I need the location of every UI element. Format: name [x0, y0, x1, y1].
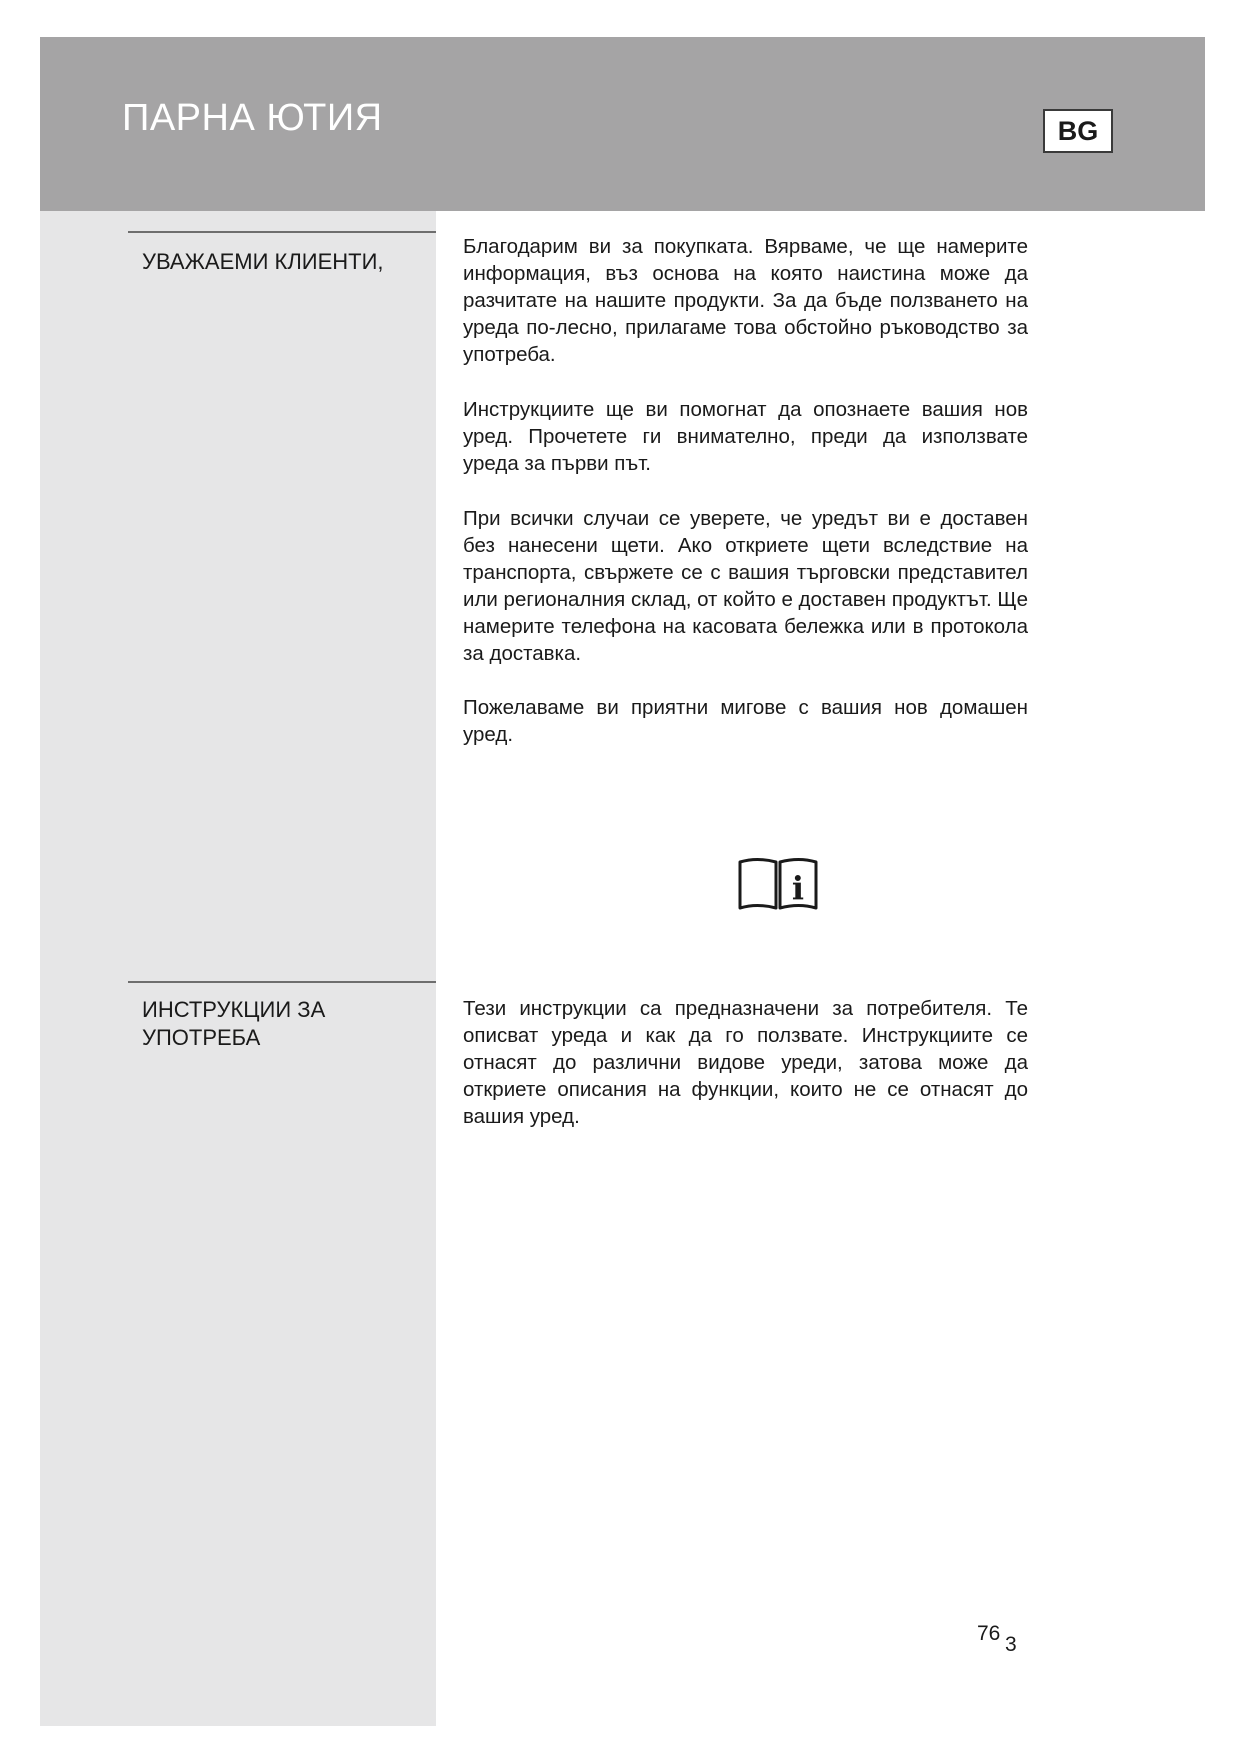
section-divider-instructions	[128, 981, 436, 983]
section-heading-instructions	[142, 996, 422, 1052]
language-badge: BG	[1043, 109, 1113, 153]
section-heading-dear-customers: УВАЖАЕМИ КЛИЕНТИ,	[142, 249, 384, 274]
info-letter: i	[791, 869, 805, 907]
left-sidebar	[40, 211, 436, 1726]
paragraph-thanks: Благодарим ви за покупката. Вярваме, че ще намерите информация, въз основа на която наистина може да разчитате на нашите продукти. За да бъде ползването на уреда по-лесно, прилагаме това обстойно ръководство за употреба.	[463, 235, 1028, 366]
section-heading-instructions-line1: ИНСТРУКЦИИ ЗА	[142, 997, 326, 1022]
paragraph-instructions-help: Инструкциите ще ви помогнат да опознаете вашия нов уред. Прочетете ги внимателно, преди да използвате уреда за първи път.	[463, 398, 1028, 475]
section-divider-dear-customers	[128, 231, 436, 233]
paragraph-wishes: Пожелаваме ви приятни мигове с вашия нов домашен уред.	[463, 696, 1028, 746]
document-title: ПАРНА ЮТИЯ	[122, 97, 383, 139]
page-number-sub: 3	[1005, 1633, 1017, 1656]
page-number: 76	[977, 1622, 1001, 1645]
section-heading-instructions-line2: УПОТРЕБА	[142, 1025, 261, 1050]
paragraph-delivery-check: При всички случаи се уверете, че уредът ви е доставен без нанесени щети. Ако откриете щети вследствие на транспорта, свържете се с вашия търговски представител или регионалния склад, от който е доставен продуктът. Ще намерите телефона на касовата бележка или в протокола за доставка.	[463, 507, 1028, 665]
paragraph-instructions-purpose: Тези инструкции са предназначени за потребителя. Те описват уреда и как да го ползвате. Инструкциите се отнасят до различни видове уреди, затова може да откриете описания на функции, които не се отнасят до вашия уред.	[463, 997, 1028, 1128]
read-manual-info-icon	[737, 854, 819, 912]
